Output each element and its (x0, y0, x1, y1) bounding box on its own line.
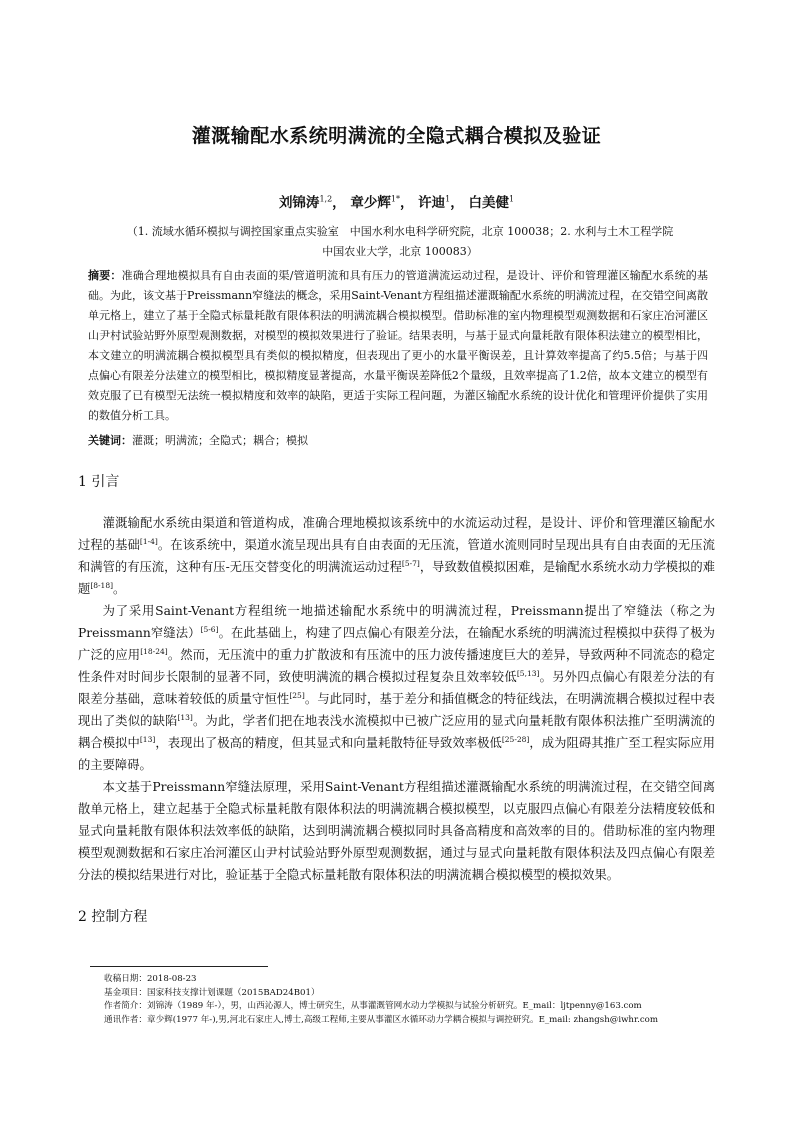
abstract (88, 266, 708, 426)
abstract-text: 准确合理地模拟具有自由表面的渠/管道明流和具有压力的管道满流运动过程，是设计、评价和管理灌区输配水系统的基础。为此，该文基于Preissmann窄缝法的概念，采用Saint-Venant方程组描述灌溉输配水系统的明满流过程，在交错空间离散单元格上，建立了基于全隐式标量耗散有限体积法的明满流耦合模拟模型。借助标准的室内物理模型观测数据和石家庄冶河灌区山尹村试验站野外原型观测数据，对模型的模拟效果进行了验证。结果表明，与基于显式向量耗散有限体积法建立的模型相比，本文建立的明满流耦合模拟模型具有类似的模拟精度，但表现出了更小的水量平衡误差，且计算效率提高了约5.5倍；与基于四点偏心有限差分法建立的模型相比，模拟精度显著提高，水量平衡误差降低2个量级，且效率提高了1.2倍，故本文建立的模型有效克服了已有模型无法统一模拟精度和效率的缺陷，更适于实际工程问题，为灌区输配水系统的设计优化和管理评价提供了实用的数值分析工具。 (88, 269, 709, 422)
author: 许迪 (418, 195, 446, 211)
author-sep: ， (450, 195, 464, 211)
keywords-text: 灌溉；明满流；全隐式；耦合；模拟 (132, 434, 308, 447)
body-text-run: 灌溉输配水系统由渠道和管道构成，准确合理地模拟该系统中的水流运动过程，是设计、评价和管理灌区输配水过程的基础 (78, 516, 715, 552)
author-affil-mark: 1,2 (319, 194, 333, 204)
citation: [25] (289, 690, 305, 700)
author: 章少辉 (350, 195, 391, 211)
author-affil-mark: 1 (508, 194, 515, 204)
citation: [5-6] (200, 624, 219, 634)
section-heading-introduction: 1 引言 (78, 474, 120, 490)
citation: [13] (139, 734, 156, 744)
affiliation-line: （1. 流域水循环模拟与调控国家重点实验室 中国水利水电科学研究院，北京 100038；2. 水利与土木工程学院 (126, 225, 674, 238)
author: 白美健 (468, 195, 509, 211)
footnote-funding: 基金项目：国家科技支撑计划课题（2015BAD24B01） (104, 987, 320, 998)
body-text-run: 本文基于Preissmann窄缝法原理，采用Saint-Venant方程组描述灌溉输配水系统的明满流过程，在交错空间离散单元格上，建立起基于全隐式标量耗散有限体积法的明满流耦合模拟模型，以克服四点偏心有限差分法精度较低和显式向量耗散有限体积法效率低的缺陷，达到明满流耦合模拟同时具备高精度和高效率的目的。借助标准的室内物理模型观测数据和石家庄冶河灌区山尹村试验站野外原型观测数据，通过与显式向量耗散有限体积法及四点偏心有限差分法的模拟结果进行对比，验证基于全隐式标量耗散有限体积法的明满流耦合模拟模型的模拟效果。 (78, 780, 715, 882)
footnote-divider (90, 966, 268, 967)
citation: [13] (177, 712, 193, 722)
paper-title: 灌溉输配水系统明满流的全隐式耦合模拟及验证 (191, 125, 602, 147)
affiliation-line: 中国农业大学，北京 100083） (322, 245, 478, 258)
citation: [1-4] (139, 536, 158, 546)
body-text (78, 512, 715, 886)
footnote-received-date: 收稿日期：2018-08-23 (104, 974, 197, 984)
body-text-run: ，导致数值模拟困难，是输配水系统水动力学模拟的难题 (78, 560, 715, 596)
footnotes (104, 973, 744, 1027)
footnote-author-bio: 作者简介：刘锦涛（1989 年-），男，山西沁源人，博士研究生，从事灌溉管网水动力学模拟与试验分析研究。E_mail：ljtpenny@163.com (104, 1001, 642, 1011)
author-sep: ， (332, 195, 346, 211)
body-text-run: 。为此，学者们把在地表浅水流模拟中已被广泛应用的显式向量耗散有限体积法推广至明满流的耦合模拟中 (78, 714, 715, 750)
keywords (88, 431, 708, 451)
body-paragraph (78, 776, 715, 886)
author-affil-mark: 1* (390, 194, 400, 204)
author-list (0, 191, 793, 211)
body-text-run: 为了采用Saint-Venant方程组统一地描述输配水系统中的明满流过程，Preissmann提出了窄缝法（称之为Preissmann窄缝法） (78, 604, 715, 640)
body-text-run: 。另外四点偏心有限差分法的有限差分基础，意味着较低的质量守恒性 (78, 670, 715, 706)
body-text-run: 。在此基础上，构建了四点偏心有限差分法，在输配水系统的明满流过程模拟中获得了极为广泛的应用 (78, 626, 715, 662)
body-text-run: ，成为阻碍其推广至工程实际应用的主要障碍。 (78, 736, 715, 772)
abstract-label: 摘要： (88, 269, 122, 282)
body-paragraph (78, 512, 715, 600)
citation: [5-7] (401, 558, 420, 568)
citation: [18-24] (140, 646, 168, 656)
author-sep: ， (399, 195, 414, 211)
citation: [5,13] (516, 668, 540, 678)
author: 刘锦涛 (278, 195, 320, 211)
body-text-run: 。然而，无压流中的重力扩散波和有压流中的压力波传播速度巨大的差异，导致两种不同流态的稳定性条件对时间步长限制的显著不同，致使明满流的耦合模拟过程复杂且效率较低 (78, 648, 715, 684)
affiliations (100, 222, 700, 262)
body-text-run: 。 (113, 582, 126, 596)
keywords-label: 关键词： (88, 434, 132, 447)
body-paragraph (78, 600, 715, 776)
author-affil-mark: 1 (445, 194, 451, 204)
section-heading-governing-equations: 2 控制方程 (78, 909, 148, 925)
citation: [8-18] (90, 580, 114, 590)
body-text-run: ，表现出了极高的精度，但其显式和向量耗散特征导致效率极低 (155, 736, 502, 750)
body-text-run: 。与此同时，基于差分和插值概念的特征线法，在明满流耦合模拟过程中表现出了类似的缺陷 (78, 692, 715, 728)
footnote-corresponding-author: 通讯作者：章少辉(1977 年-),男,河北石家庄人,博士,高级工程师,主要从事灌区水循环动力学耦合模拟与调控研究。E_mail: zhangsh@iwhr.com (104, 1014, 658, 1025)
body-text-run: 。在该系统中，渠道水流呈现出具有自由表面的无压流，管道水流则同时呈现出具有自由表面的无压流和满管的有压流，这种有压-无压交替变化的明满流运动过程 (78, 538, 715, 574)
citation: [25-28] (501, 734, 530, 744)
